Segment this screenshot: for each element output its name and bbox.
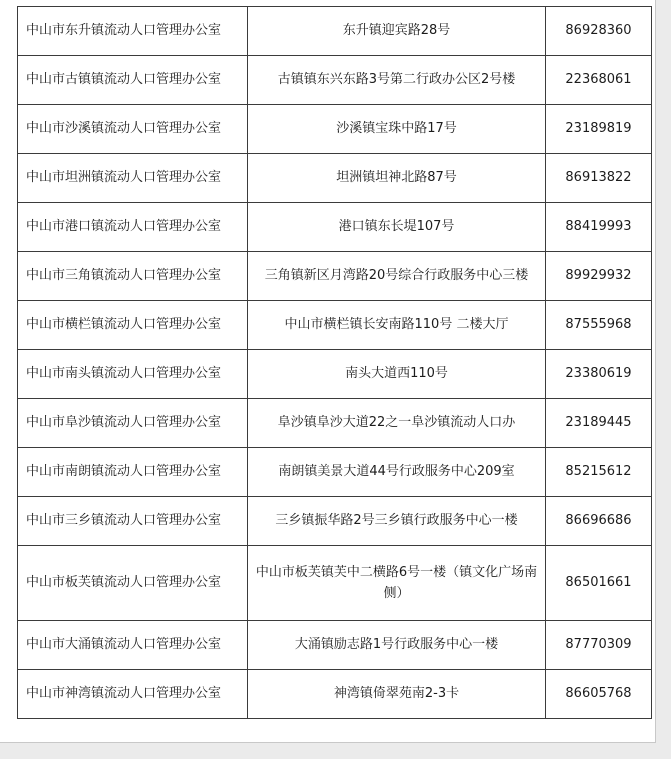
phone-cell: 86501661	[546, 546, 652, 621]
phone-cell: 88419993	[546, 203, 652, 252]
phone-cell: 86928360	[546, 7, 652, 56]
table-row	[18, 252, 652, 301]
office-name-cell: 中山市三角镇流动人口管理办公室	[18, 252, 248, 301]
phone-cell: 22368061	[546, 56, 652, 105]
office-name-cell: 中山市南头镇流动人口管理办公室	[18, 350, 248, 399]
address-cell: 中山市横栏镇长安南路110号 二楼大厅	[248, 301, 546, 350]
table-row	[18, 670, 652, 719]
address-cell: 三角镇新区月湾路20号综合行政服务中心三楼	[248, 252, 546, 301]
address-cell: 南头大道西110号	[248, 350, 546, 399]
table-row	[18, 399, 652, 448]
table-row	[18, 56, 652, 105]
phone-cell: 23380619	[546, 350, 652, 399]
address-cell: 坦洲镇坦神北路87号	[248, 154, 546, 203]
table-row	[18, 448, 652, 497]
address-cell: 中山市板芙镇芙中二横路6号一楼（镇文化广场南侧）	[248, 546, 546, 621]
address-cell: 沙溪镇宝珠中路17号	[248, 105, 546, 154]
office-directory-table	[17, 6, 652, 719]
table-row	[18, 301, 652, 350]
office-name-cell: 中山市坦洲镇流动人口管理办公室	[18, 154, 248, 203]
table-row	[18, 546, 652, 621]
office-name-cell: 中山市神湾镇流动人口管理办公室	[18, 670, 248, 719]
phone-cell: 87555968	[546, 301, 652, 350]
office-name-cell: 中山市三乡镇流动人口管理办公室	[18, 497, 248, 546]
table-row	[18, 105, 652, 154]
phone-cell: 85215612	[546, 448, 652, 497]
phone-cell: 23189819	[546, 105, 652, 154]
table-row	[18, 154, 652, 203]
address-cell: 港口镇东长堤107号	[248, 203, 546, 252]
table-row	[18, 350, 652, 399]
phone-cell: 86696686	[546, 497, 652, 546]
office-name-cell: 中山市板芙镇流动人口管理办公室	[18, 546, 248, 621]
address-cell: 古镇镇东兴东路3号第二行政办公区2号楼	[248, 56, 546, 105]
table-row	[18, 203, 652, 252]
phone-cell: 86605768	[546, 670, 652, 719]
phone-cell: 89929932	[546, 252, 652, 301]
office-name-cell: 中山市阜沙镇流动人口管理办公室	[18, 399, 248, 448]
table-row	[18, 7, 652, 56]
table-row	[18, 497, 652, 546]
phone-cell: 86913822	[546, 154, 652, 203]
office-name-cell: 中山市横栏镇流动人口管理办公室	[18, 301, 248, 350]
address-cell: 东升镇迎宾路28号	[248, 7, 546, 56]
office-name-cell: 中山市古镇镇流动人口管理办公室	[18, 56, 248, 105]
address-cell: 神湾镇倚翠苑南2-3卡	[248, 670, 546, 719]
office-name-cell: 中山市南朗镇流动人口管理办公室	[18, 448, 248, 497]
address-cell: 三乡镇振华路2号三乡镇行政服务中心一楼	[248, 497, 546, 546]
office-name-cell: 中山市港口镇流动人口管理办公室	[18, 203, 248, 252]
office-name-cell: 中山市东升镇流动人口管理办公室	[18, 7, 248, 56]
table-row	[18, 621, 652, 670]
office-name-cell: 中山市大涌镇流动人口管理办公室	[18, 621, 248, 670]
phone-cell: 87770309	[546, 621, 652, 670]
address-cell: 南朗镇美景大道44号行政服务中心209室	[248, 448, 546, 497]
phone-cell: 23189445	[546, 399, 652, 448]
office-name-cell: 中山市沙溪镇流动人口管理办公室	[18, 105, 248, 154]
address-cell: 大涌镇励志路1号行政服务中心一楼	[248, 621, 546, 670]
address-cell: 阜沙镇阜沙大道22之一阜沙镇流动人口办	[248, 399, 546, 448]
